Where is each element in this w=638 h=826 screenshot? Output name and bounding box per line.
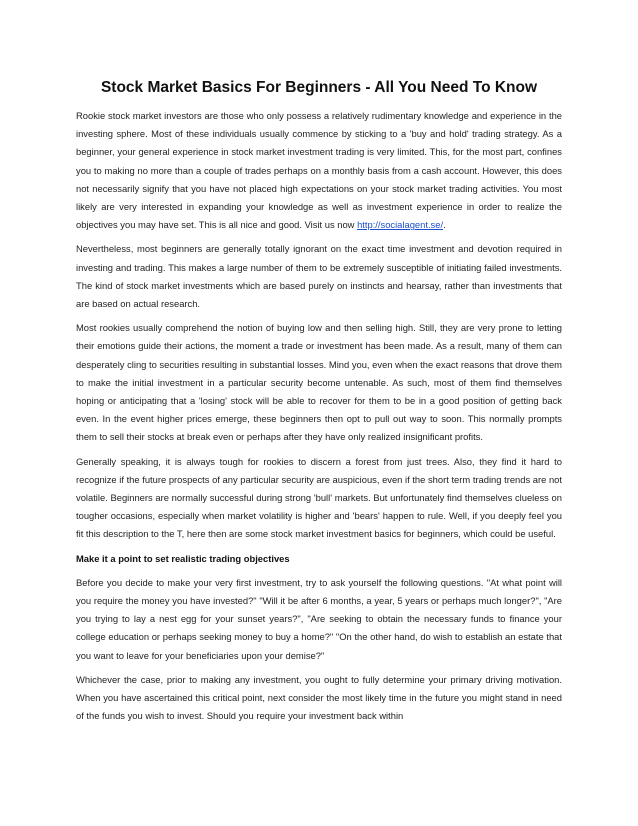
socialagent-link[interactable]: http://socialagent.se/	[357, 219, 444, 231]
paragraph-motivation: Whichever the case, prior to making any investment, you ought to fully determine your primary driving motivation. When you have ascertained this critical point, next consider the most likely time in the future you might stand in need of the funds you wish to invest. Should you require your investment back within	[76, 673, 562, 722]
paragraph-buy-low-sell-high: Most rookies usually comprehend the notion of buying low and then selling high. Still, they are very prone to letting their emotions guide their actions, the moment a trade or investment has been made. As a result, many of them can desperately cling to securities resulting in substantial losses. Mind you, even when the exact reasons that drove them to make the initial investment in a particular security become untenable. As such, most of them find themselves hoping or anticipating that a 'losing' stock will be able to recover for them to be in a good position of getting back even. In the event higher prices emerge, these beginners then opt to pull out way to soon. This normally prompts them to sell their stocks at break even or perhaps after they have only realized insignificant profits.	[76, 322, 562, 443]
document-body	[76, 78, 562, 732]
paragraph-intro	[76, 107, 562, 234]
document-title: Stock Market Basics For Beginners - All You Need To Know	[100, 79, 538, 96]
paragraph-forest-from-trees: Generally speaking, it is always tough for rookies to discern a forest from just trees. Also, they find it hard to recognize if the future prospects of any particular security are auspicious, even if the short term trading trends are not volatile. Beginners are normally successful during strong 'bull' markets. But unfortunately find themselves clueless on tougher occasions, especially when market volatility is higher and 'bears' happen to rule. Well, if you deeply feel you fit this description to the T, here then are some stock market investment basics for beginners, which could be useful.	[76, 455, 562, 540]
paragraph-questions: Before you decide to make your very first investment, try to ask yourself the following questions. "At what point will you require the money you have invested?" "Will it be after 6 months, a year, 5 years or perhaps much longer?", "Are you trying to lay a nest egg for your sunset years?", "Are seeking to obtain the necessary funds to finance your college education or perhaps seeking money to buy a home?" "On the other hand, do wish to establish an estate that you want to leave for your beneficiaries upon your demise?"	[76, 576, 562, 661]
section-heading-trading-objectives: Make it a point to set realistic trading objectives	[76, 552, 290, 564]
paragraph-intro-text: Rookie stock market investors are those who only possess a relatively rudimentary knowledge and experience in the investing sphere. Most of these individuals usually commence by sticking to a 'buy and hold' trading strategy. As a beginner, your general experience in stock market investment trading is very limited. This, for the most part, confines you to making no more than a couple of trades perhaps on a monthly basis from a cash account. However, this does not necessarily signify that you have not placed high expectations on your stock market trading activities. You most likely are very interested in expanding your knowledge as well as investment experience in order to realize the objectives you may have set. This is all nice and good. Visit us now	[76, 110, 562, 231]
paragraph-beginners-ignorance: Nevertheless, most beginners are generally totally ignorant on the exact time investment and devotion required in investing and trading. This makes a large number of them to be extremely susceptible of initiating failed investments. The kind of stock market investments which are based purely on instincts and hearsay, rather than investments that are based on actual research.	[76, 243, 562, 310]
paragraph-intro-end: .	[443, 219, 446, 231]
